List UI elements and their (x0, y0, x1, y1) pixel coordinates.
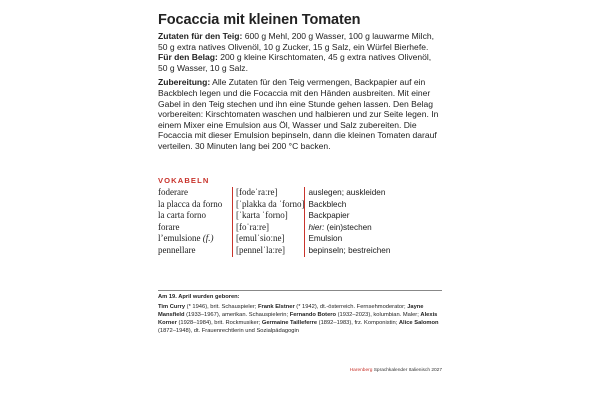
person-info: (1872–1948), dt. Frauenrechtlerin und Sozialpädagogin (158, 327, 299, 334)
vocab-table (158, 187, 442, 257)
person-name: Jayne Mansfield (158, 303, 424, 318)
ingredients-dough-label: Zutaten für den Teig: (158, 31, 243, 41)
person-info: (1933–1967), amerikan. Schauspielerin; (184, 311, 290, 318)
vocab-german: Backblech (308, 199, 347, 209)
vocab-italian: la carta forno (158, 210, 206, 221)
person-name: Alexis Korner (158, 311, 438, 326)
vocab-pronunciation: [emulˈsioːne] (233, 233, 305, 245)
vocab-pronunciation: [ˈplakka da ˈforno] (233, 199, 305, 211)
calendar-name: Sprachkalender Italienisch 2027 (372, 368, 442, 373)
vocab-row (158, 210, 442, 222)
vocab-italian: foderare (158, 187, 188, 197)
person-name: Alice Salomon (398, 319, 439, 326)
vocab-german-text: (ein)stechen (324, 222, 372, 232)
vocab-row (158, 233, 442, 245)
ingredients-dough-text: 600 g Mehl, 200 g Wasser, 100 g lauwarme Milch, 50 g extra natives Olivenöl, 10 g Zucker, 15 g Salz, ein Würfel Bierhefe. (158, 31, 434, 52)
ingredients-dough (158, 31, 442, 52)
vocab-heading: VOKABELN (158, 176, 210, 185)
person-name: Frank Elstner (257, 303, 295, 310)
vocab-italian-word: l’emulsione (158, 233, 201, 244)
vocab-pronunciation: [pennelˈlaːre] (233, 245, 305, 257)
publisher-brand: Harenberg (349, 368, 373, 373)
vocab-german: Emulsion (308, 234, 343, 244)
person-info: (* 1946), brit. Schauspieler; (185, 303, 258, 310)
vocab-italian: forare (158, 221, 180, 232)
vocab-row (158, 187, 442, 199)
person-name: Tim Curry (158, 303, 186, 310)
preparation-text: Alle Zutaten für den Teig vermengen, Backpapier auf ein Backblech legen und die Focaccia mit den Händen ausbreiten. Mit einer Gabel in den Teig stechen und ihn eine Stunde gehen lassen. Den Belag vorbereiten: Kirschtomaten waschen und halbieren und zur Seite legen. In einem Mixer eine Emulsion aus Öl, Wasser und Salz zubereiten. Die Focaccia mit dieser Emulsion bepinseln, dann die kleinen Tomaten darauf verteilen. 30 Minuten lang bei 200 °C backen. (158, 77, 439, 151)
vocab-german: bepinseln; bestreichen (308, 245, 391, 255)
vocab-italian: pennellare (158, 244, 196, 255)
vocab-italian: la placca da forno (158, 198, 223, 209)
recipe-body (158, 31, 442, 152)
birthdays-heading: Am 19. April wurden geboren: (158, 294, 240, 300)
person-name: Fernando Botero (289, 311, 337, 318)
divider (158, 290, 442, 291)
vocab-row (158, 245, 442, 257)
person-info: (1892–1983), frz. Komponistin; (317, 319, 399, 326)
vocab-pronunciation: [fodeˈraːre] (233, 187, 305, 199)
page-footer (350, 368, 442, 373)
vocab-german: Backpapier (308, 211, 350, 221)
vocab-gender: (f.) (200, 233, 214, 244)
vocab-row (158, 199, 442, 211)
person-name: Germaine Tailleferre (261, 319, 318, 326)
vocab-italian (158, 233, 233, 245)
vocab-german (305, 222, 442, 234)
ingredients-topping (158, 52, 442, 73)
birthdays-section (158, 293, 442, 335)
ingredients-topping-label: Für den Belag: (158, 52, 218, 63)
preparation (158, 77, 442, 151)
vocab-row (158, 222, 442, 234)
recipe-title: Focaccia mit kleinen Tomaten (158, 12, 361, 28)
calendar-page (158, 0, 442, 400)
person-info: (* 1942), dt.-österreich. Fernsehmoderator; (294, 303, 408, 310)
birthdays-list (158, 303, 442, 335)
vocab-german: auslegen; auskleiden (308, 188, 386, 197)
person-info: (1932–2023), kolumbian. Maler; (336, 311, 421, 318)
vocab-pronunciation: [foˈraːre] (233, 222, 305, 234)
preparation-label: Zubereitung: (158, 77, 211, 88)
person-info: (1928–1984), brit. Rockmusiker; (176, 319, 262, 326)
vocab-pronunciation: [ˈkarta ˈforno] (233, 210, 305, 222)
vocab-german-note: hier: (308, 222, 325, 232)
ingredients-topping-text: 200 g kleine Kirschtomaten, 45 g extra natives Olivenöl, 50 g Wasser, 10 g Salz. (158, 52, 432, 73)
